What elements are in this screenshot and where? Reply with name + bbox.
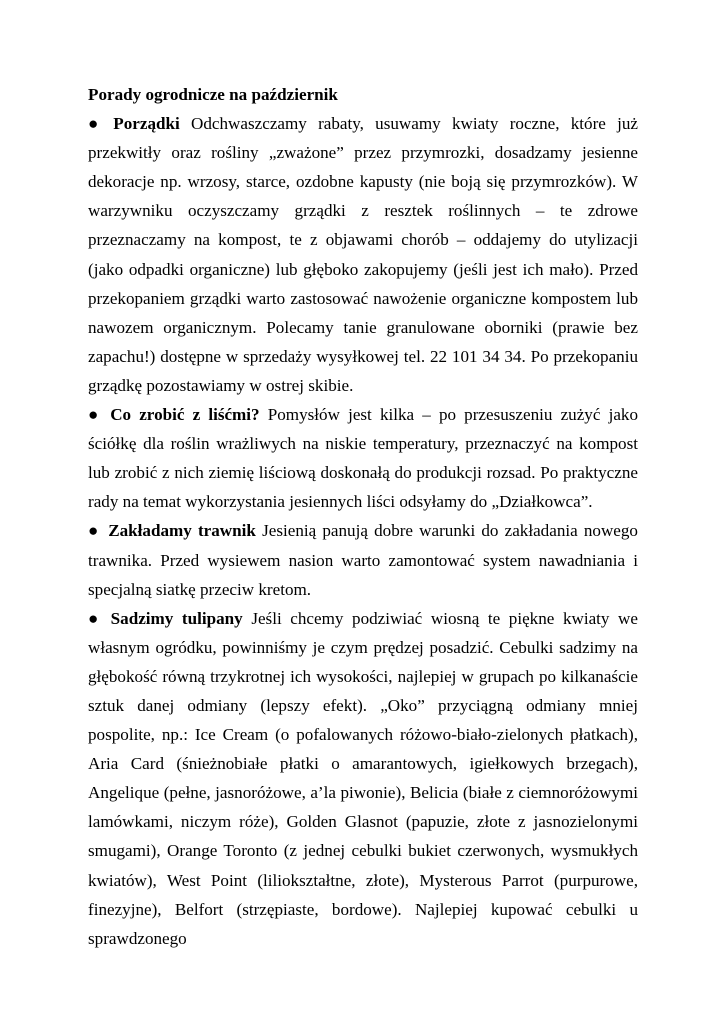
bullet-icon: ● <box>88 521 101 541</box>
section-heading: Zakładamy trawnik <box>108 521 256 541</box>
section-text: Jeśli chcemy podziwiać wiosną te piękne kwiaty we własnym ogródku, powinniśmy je czym prędzej posadzić. Cebulki sadzimy na głębokość równą trzykrotnej ich wysokości, najlepiej w grupach po kilkanaście sztuk danej odmiany (lepszy efekt). „Oko” przyciągną odmiany mniej pospolite, np.: Ice Cream (o pofalowanych różowo-biało-zielonych płatkach), Aria Card (śnieżnobiałe płatki o amarantowych, igiełkowych brzegach), Angelique (pełne, jasnoróżowe, a’la piwonie), Belicia (białe z ciemnoróżowymi lamówkami, niczym róże), Golden Glasnot (papuzie, złote z jasnozielonymi smugami), Orange Toronto (z jednej cebulki bukiet czerwonych, wysmukłych kwiatów), West Point (liliokształtne, złote), Mysterous Parrot (purpurowe, finezyjne), Belfort (strzępiaste, bordowe). Najlepiej kupować cebulki u sprawdzonego <box>88 608 638 948</box>
section-tulipany <box>88 604 638 953</box>
section-text: Odchwaszczamy rabaty, usuwamy kwiaty roczne, które już przekwitły oraz rośliny „zważone” przez przymrozki, dosadzamy jesienne dekoracje np. wrzosy, starce, ozdobne kapusty (nie boją się przymrozków). W warzywniku oczyszczamy grządki z resztek roślinnych – te zdrowe przeznaczamy na kompost, te z objawami chorób – oddajemy do utylizacji (jako odpadki organiczne) lub głęboko zakopujemy (jeśli jest ich mało). Przed przekopaniem grządki warto zastosować nawożenie organiczne kompostem lub nawozem organicznym. Polecamy tanie granulowane oborniki (prawie bez zapachu!) dostępne w sprzedaży wysyłkowej tel. 22 101 34 34. Po przekopaniu grządkę pozostawiamy w ostrej skibie. <box>88 114 639 395</box>
section-liscie <box>88 400 638 516</box>
section-text: Pomysłów jest kilka – po przesuszeniu zużyć jako ściółkę dla roślin wrażliwych na niskie temperatury, przeznaczyć na kompost lub zrobić z nich ziemię liściową doskonałą do produkcji rozsad. Po praktyczne rady na temat wykorzystania jesiennych liści odsyłamy do „Działkowca”. <box>88 405 639 512</box>
document-title: Porady ogrodnicze na październik <box>88 85 338 104</box>
section-porzadki <box>88 109 638 400</box>
section-trawnik <box>88 516 638 603</box>
document-page <box>88 80 638 953</box>
section-heading: Co zrobić z liśćmi? <box>110 405 260 425</box>
bullet-icon: ● <box>88 405 103 425</box>
section-heading: Porządki <box>113 114 180 134</box>
bullet-icon: ● <box>88 608 103 628</box>
section-text: Jesienią panują dobre warunki do zakładania nowego trawnika. Przed wysiewem nasion warto zamontować system nawadniania i specjalną siatkę przeciw kretom. <box>88 521 638 599</box>
bullet-icon: ● <box>88 114 106 134</box>
section-heading: Sadzimy tulipany <box>110 608 243 628</box>
